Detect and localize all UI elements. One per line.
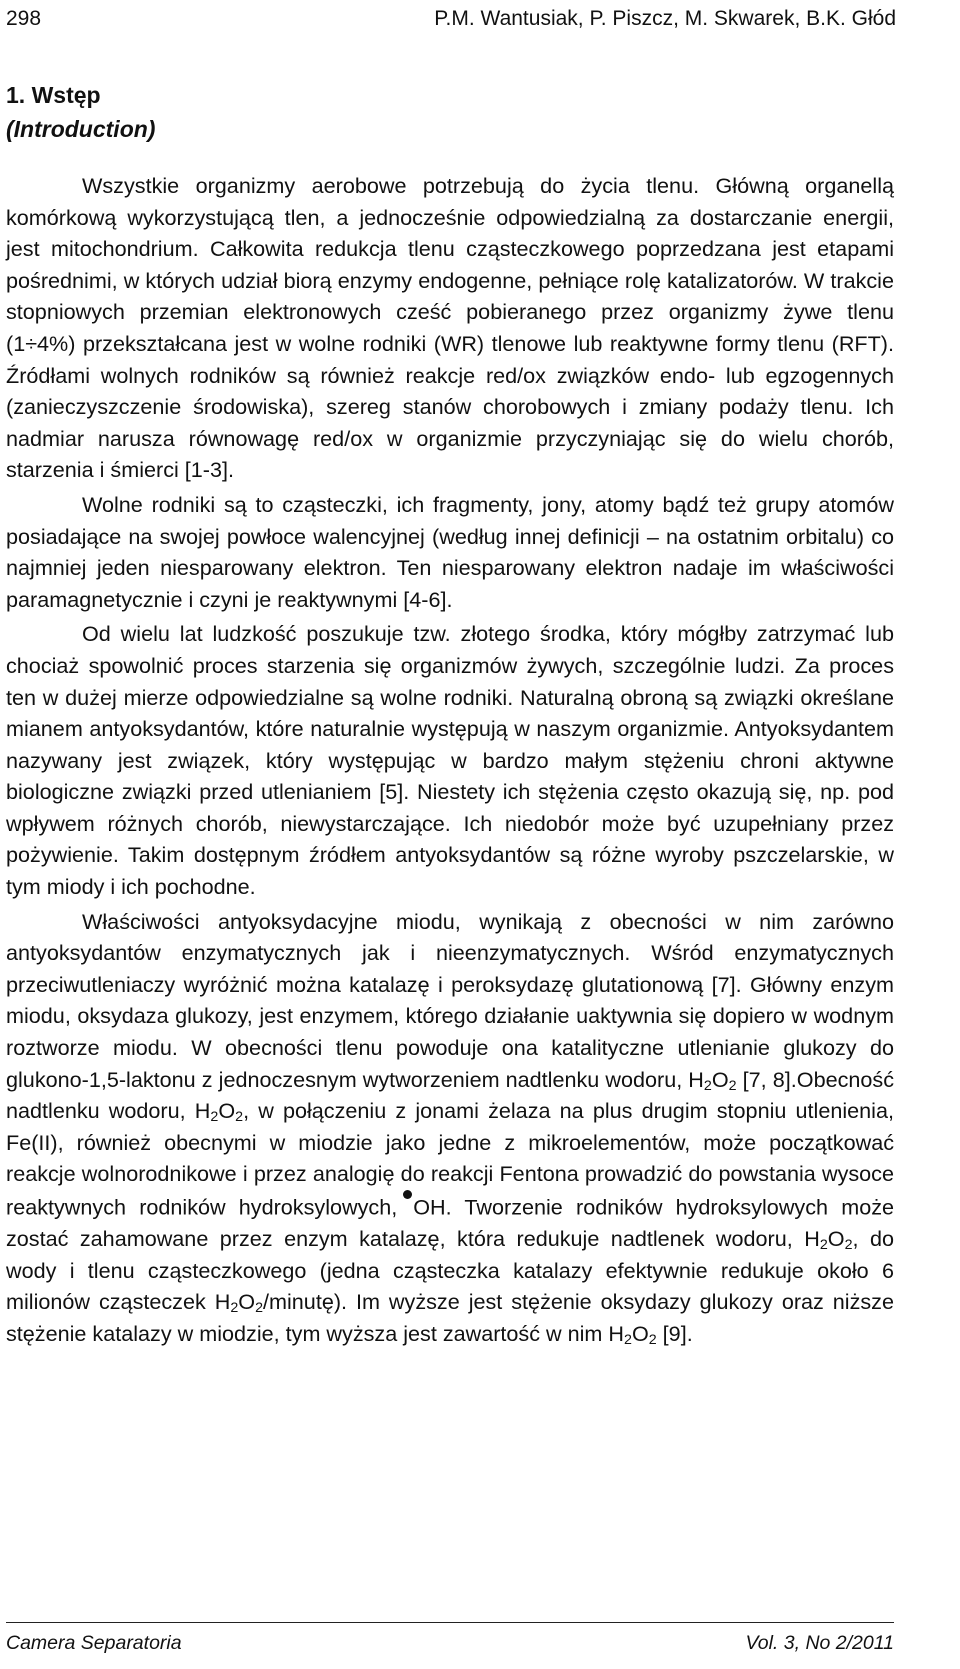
formula-subscript: 2 [230,1300,239,1317]
formula-oxygen: O [218,1098,236,1124]
formula-oxygen: O [631,1320,649,1346]
radical-dot-icon [403,1190,412,1199]
paragraph-3: Od wielu lat ludzkość poszukuje tzw. złotego środka, który mógłby zatrzymać lub chociaż spowolnić proces starzenia się organizmów żywych, szczególnie ludzi. Za proces ten w dużej mierze odpowiedzialne są wolne rodniki. Naturalną obroną są związki określane mianem antyoksydantów, które naturalnie występują w naszym organizmie. Antyoksydantem nazywany jest związek, który występując w bardzo małym stężeniu chroni aktywne biologiczne związki przed utlenianiem [5]. Niestety ich stężenia często okazują się, np. pod wpływem różnych chorób, niewystarczające. Ich niedobór może być uzupełniany przez pożywienie. Takim dostępnym źródłem antyoksydantów są różne wyroby pszczelarskie, w tym miody i ich pochodne. [6,621,894,900]
running-header-authors: P.M. Wantusiak, P. Piszcz, M. Skwarek, B.K. Głód [434,7,896,30]
paragraph-4-part-7: [9]. [656,1320,693,1346]
paragraph-4-part-3: , w połączeniu z jonami żelaza na plus drugim stopniu utlenienia, Fe(II), również obecnymi w miodzie jako jedne z mikroelementów, może początkować reakcje wolnorodnikowe i przez analogię do reakcji Fentona prowadzić do powstania wysoce reaktywnych rodników hydroksylowych, [6,1098,894,1220]
paragraph-4-part-4: OH. Tworzenie rodników hydroksylowych może zostać zahamowane przez enzym katalazę, która redukuje nadtlenek wodoru, H [6,1194,895,1252]
section-heading [6,78,155,146]
formula-subscript: 2 [255,1300,264,1317]
paragraph-4-part-1: Właściwości antyoksydacyjne miodu, wynikają z obecności w nim zarówno antyoksydantów enzymatycznych jak i nieenzymatycznych. Wśród enzymatycznych przeciwutleniaczy wyróżnić można katalazę i peroksydazę glutationową [7]. Główny enzym miodu, oksydaza glukozy, jest enzymem, którego działanie uaktywnia się dopiero w wodnym roztworze miodu. W obecności tlenu powoduje ona katalityczne utlenianie glukozy do glukono-1,5-laktonu z jednoczesnym wytworzeniem nadtlenku wodoru, H [6,908,894,1092]
formula-subscript: 2 [235,1109,244,1126]
formula-subscript: 2 [728,1077,737,1094]
paragraph-4 [6,906,894,1350]
body-text [6,170,894,1350]
formula-subscript: 2 [703,1077,712,1094]
running-header [6,4,896,34]
formula-subscript: 2 [648,1332,657,1349]
journal-name: Camera Separatoria [6,1632,182,1654]
formula-subscript: 2 [819,1237,828,1254]
journal-volume: Vol. 3, No 2/2011 [745,1632,894,1654]
formula-oxygen: O [827,1226,845,1252]
section-title: 1. Wstęp [6,82,101,108]
footer-divider [6,1622,894,1623]
formula-subscript: 2 [624,1332,632,1349]
paragraph-4-part-5: , do wody i tlenu cząsteczkowego (jedna cząsteczka katalazy efektywnie redukuje około 6 milionów cząsteczek H [6,1226,894,1315]
paragraph-1: Wszystkie organizmy aerobowe potrzebują do życia tlenu. Główną organellą komórkową wykorzystującą tlen, a jednocześnie odpowiedzialną za dostarczanie energii, jest mitochondrium. Całkowita redukcja tlenu cząsteczkowego poprzedzana jest etapami pośrednimi, w których udział biorą enzymy endogenne, pełniące rolę katalizatorów. W trakcie stopniowych przemian elektronowych cześć pobieranego przez organizmy żywe tlenu (1÷4%) przekształcana jest w wolne rodniki (WR) tlenowe lub reaktywne formy tlenu (RFT). Źródłami wolnych rodników są również reakcje red/ox związków endo- lub egzogennych (zanieczyszczenie środowiska), szereg stanów chorobowych i zmiany podaży tlenu. Ich nadmiar narusza równowagę red/ox w organizmie przyczyniając się do wielu chorób, starzenia i śmierci [1-3]. [6,173,894,483]
paragraph-4-part-6: /minutę). Im wyższe jest stężenie oksydazy glukozy oraz niższe stężenie katalazy w miodzie, tym wyższa jest zawartość w nim H [6,1289,894,1346]
paragraph-4-part-2: [7, 8].Obecność nadtlenku wodoru, H [6,1066,894,1124]
page-number: 298 [6,7,42,30]
paragraph-2: Wolne rodniki są to cząsteczki, ich fragmenty, jony, atomy bądź też grupy atomów posiadające na swojej powłoce walencyjnej (według innej definicji – na ostatnim orbitalu) co najmniej jeden niesparowany elektron. Ten niesparowany elektron nadaje im właściwości paramagnetycznie i czyni je reaktywnymi [4-6]. [6,491,894,612]
formula-subscript: 2 [210,1109,219,1126]
formula-oxygen: O [711,1066,729,1092]
formula-oxygen: O [238,1289,256,1315]
formula-subscript: 2 [844,1237,853,1254]
section-title-english: (Introduction) [6,116,156,142]
